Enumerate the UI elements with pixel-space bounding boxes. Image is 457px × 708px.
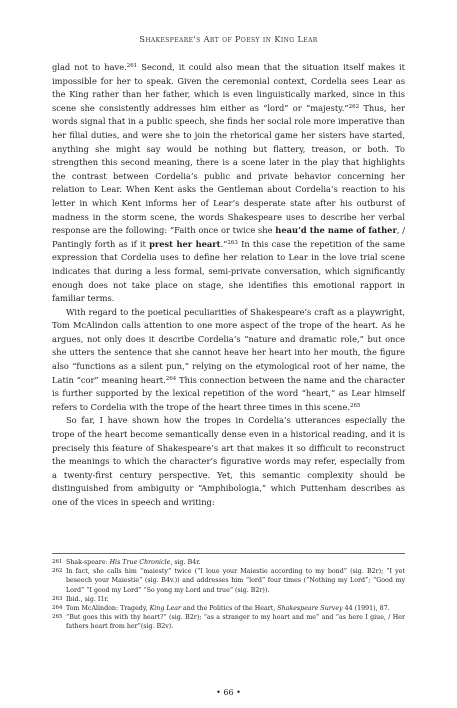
- text-run: Second, it could also mean that the situation itself makes it impossible for her to speak. Given the ceremonial context, Cordelia sees Lear as the King rather than her father, which is even linguistically marked, since in this scene she consistently addresses him either as “lord” or “majesty.”: [52, 62, 405, 113]
- text-run: 44 (1991), 87.: [342, 605, 390, 613]
- page: [52, 34, 405, 510]
- footnote: [52, 567, 405, 595]
- text-run: , sig. B4r.: [170, 559, 201, 566]
- footnote-number: 264: [52, 605, 63, 612]
- footnote-number: 262: [52, 568, 63, 575]
- emphasized-quote: heau’d the name of father: [275, 225, 397, 236]
- text-run: “But goes this with thy heart?” (sig. B2r); “as a stranger to my heart and me” and “as here I giue, / Her fathers heart from her”(sig. B2v).: [66, 614, 405, 631]
- footnote-reference: 261: [126, 63, 138, 69]
- footnote-text: [66, 613, 405, 631]
- footnote-reference: 262: [348, 103, 360, 110]
- footnote: [52, 595, 405, 604]
- running-head: Shakespeare's Art of Poesy in King Lear: [139, 34, 318, 44]
- paragraph: [52, 414, 405, 509]
- italic-title: His True Chronicle: [109, 559, 171, 566]
- footnote-text: [66, 595, 405, 604]
- italic-title: King Lear: [149, 605, 182, 613]
- text-run: , / Pantingly forth as if it: [52, 225, 405, 249]
- text-run: Thus, her words signal that in a public speech, she finds her social role more imperative than her filial duties, and were she to join the rhetorical game her sisters have started, anything she might say would be nothing but flattery, treason, or both. To strengthen this second meaning, there is a scene later in the play that highlights the contrast between Cordelia’s public and private behavior concerning her relation to Lear. When Kent asks the Gentleman about Cordelia’s reaction to his letter in which Kent informs her of Lear’s desperate state after his outburst of madness in the storm scene, the words Shakespeare uses to describe her verbal response are the following: “Faith once or twice she: [52, 102, 405, 236]
- footnote-number: 263: [52, 595, 63, 602]
- text-run: Tom McAlindon: Tragedy,: [66, 605, 150, 613]
- text-run: glad not to have.: [52, 62, 127, 72]
- paragraph: [52, 306, 405, 415]
- text-run: .”: [220, 238, 228, 249]
- paragraph: [52, 61, 405, 306]
- text-run: With regard to the poetical peculiarities of Shakespeare’s craft as a playwright, Tom McAlindon calls attention to one more aspect of the trope of the heart. As he argues, not only does it describe Cordelia’s “nature and dramatic role,” but once she utters the sentence that she cannot heave her heart into her mouth, the figure also “functions as a silent pun,” relying on the etymological root of her name, the Latin “cor” meaning heart.: [52, 306, 405, 385]
- text-run: In this case the repetition of the same expression that Cordelia uses to define her relation to Lear in the love trial scene indicates that during a less formal, semi-private conversation, which significantly enough does not take place on stage, she identifies this emotional rapport in familiar terms.: [52, 238, 405, 304]
- footnote-number: 265: [52, 614, 63, 621]
- body-text: [52, 61, 405, 510]
- footnote-reference: 263: [227, 239, 238, 246]
- text-run: In fact, she calls him “maiesty” twice (“I loue your Maiestie according to my bond” (sig. B2r); “I yet beseech your Maiestie” (sig. B4v.)) and addresses him “lord” four times (“Nothing my Lord”; “Good my Lord” “I good my Lord” “So yong my Lord and true” (sig. B2r)).: [66, 568, 405, 594]
- footnote: [52, 613, 405, 631]
- page-number: • 66 •: [216, 688, 241, 697]
- footnote: [52, 604, 405, 613]
- text-run: and the Politics of the Heart,: [181, 605, 278, 613]
- text-run: Ibid., sig. I1r.: [66, 595, 109, 603]
- footnotes: [52, 553, 405, 632]
- footnote-text: [66, 558, 405, 567]
- footnote-text: [66, 604, 405, 613]
- text-run: So far, I have shown how the tropes in Cordelia’s utterances especially the trope of the heart become semantically dense even in a historical reading, and it is precisely this feature of Shakespeare’s art that makes it so difficult to reconstruct the meanings to which the character’s figurative words may refer, especially from a twenty-first century perspective. Yet, this semantic complexity should be distinguished from ambiguity or “Amphibologia,” which Puttenham describes as one of the vices in speech and writing:: [52, 415, 405, 507]
- footnote-reference: 264: [165, 375, 177, 382]
- emphasized-quote: prest her heart: [149, 238, 221, 249]
- italic-title: Shakespeare Survey: [277, 605, 343, 613]
- footnote-reference: 265: [349, 402, 361, 409]
- text-run: Shak-speare:: [66, 559, 110, 566]
- text-run: This connection between the name and the character is further supported by the lexical repetition of the word “heart,” as Lear himself refers to Cordelia with the trope of the heart three times in this scene.: [52, 374, 405, 412]
- footnote: [52, 558, 405, 567]
- footnote-number: 261: [52, 559, 63, 565]
- footnote-text: [66, 567, 405, 595]
